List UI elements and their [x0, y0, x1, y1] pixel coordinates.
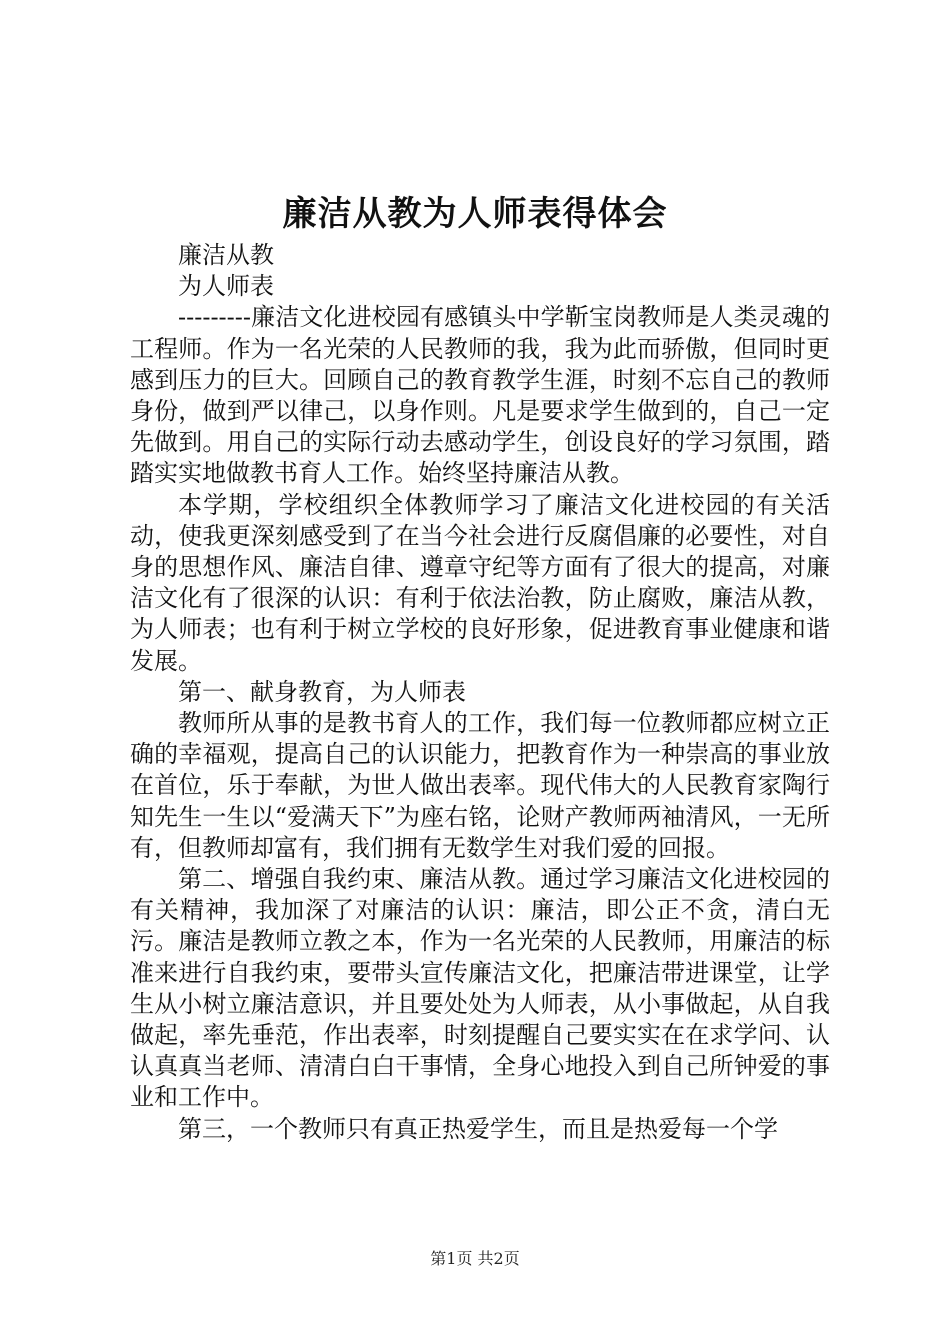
paragraph-1: ---------廉洁文化进校园有感镇头中学靳宝岗教师是人类灵魂的工程师。作为一名光荣的人民教师的我，我为此而骄傲，但同时更感到压力的巨大。回顾自己的教育教学生涯，时刻不忘自己的教师身份，做到严以律己，以身作则。凡是要求学生做到的，自己一定先做到。用自己的实际行动去感动学生，创设良好的学习氛围，踏踏实实地做教书育人工作。始终坚持廉洁从教。 — [130, 303, 830, 488]
subtitle-line-1: 廉洁从教 — [178, 241, 274, 269]
paragraph-2: 本学期，学校组织全体教师学习了廉洁文化进校园的有关活动，使我更深刻感受到了在当今社会进行反腐倡廉的必要性，对自身的思想作风、廉洁自律、遵章守纪等方面有了很大的提高，对廉洁文化有了很深的认识：有利于依法治教，防止腐败，廉洁从教，为人师表；也有利于树立学校的良好形象，促进教育事业健康和谐发展。 — [130, 490, 830, 675]
page-footer: 第1页 共2页 — [430, 1249, 520, 1268]
section-heading-1: 第一、献身教育，为人师表 — [178, 677, 466, 706]
document-body — [130, 240, 830, 1145]
paragraph-5: 第三，一个教师只有真正热爱学生，而且是热爱每一个学 — [178, 1114, 778, 1143]
document-title: 廉洁从教为人师表得体会 — [282, 194, 668, 234]
paragraph-3: 教师所从事的是教书育人的工作，我们每一位教师都应树立正确的幸福观，提高自己的认识能力，把教育作为一种崇高的事业放在首位，乐于奉献，为世人做出表率。现代伟大的人民教育家陶行知先生一生以“爱满天下”为座右铭，论财产教师两袖清风，一无所有，但教师却富有，我们拥有无数学生对我们爱的回报。 — [130, 709, 830, 862]
subtitle-line-2: 为人师表 — [178, 272, 274, 301]
paragraph-4: 第二、增强自我约束、廉洁从教。通过学习廉洁文化进校园的有关精神，我加深了对廉洁的认识：廉洁，即公正不贪，清白无污。廉洁是教师立教之本，作为一名光荣的人民教师，用廉洁的标准来进行自我约束，要带头宣传廉洁文化，把廉洁带进课堂，让学生从小树立廉洁意识，并且要处处为人师表，从小事做起，从自我做起，率先垂范，作出表率，时刻提醒自己要实实在在求学问、认认真真当老师、清清白白干事情，全身心地投入到自己所钟爱的事业和工作中。 — [130, 865, 830, 1112]
